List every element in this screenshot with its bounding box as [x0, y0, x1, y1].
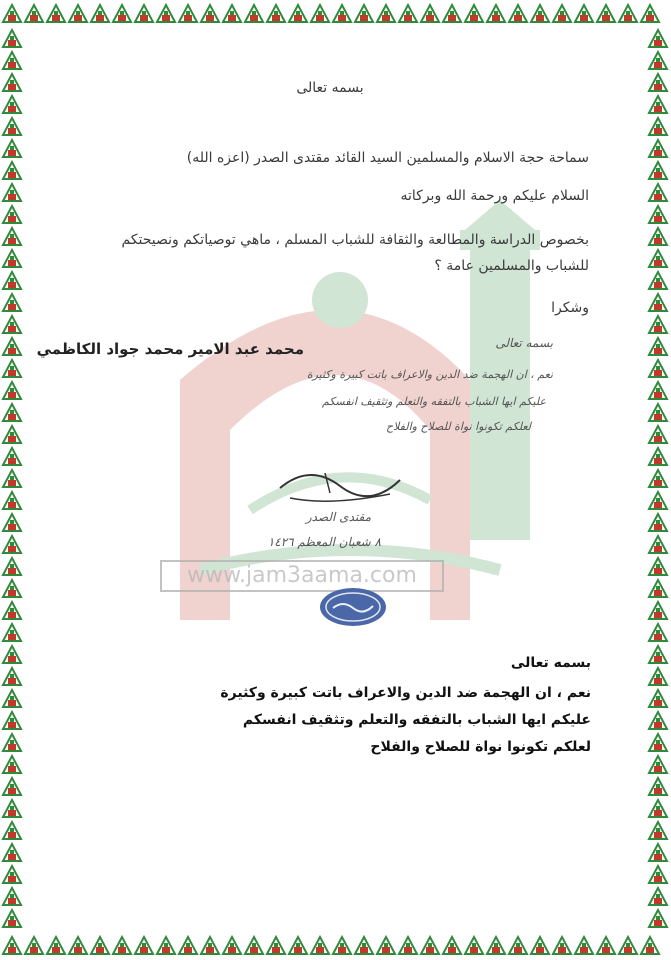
border-ornament-icon — [111, 2, 133, 24]
border-ornament-icon — [647, 291, 669, 313]
border-ornament-icon — [647, 819, 669, 841]
border-ornament-icon — [177, 934, 199, 956]
border-ornament-icon — [1, 247, 23, 269]
border-ornament-icon — [647, 687, 669, 709]
border-ornament-icon — [647, 93, 669, 115]
border-ornament-icon — [243, 2, 265, 24]
reply-line-1: نعم ، ان الهجمة ضد الدين والاعراف باتت كبيرة وكثيرة — [220, 685, 591, 701]
border-ornament-icon — [1, 885, 23, 907]
border-ornament-icon — [647, 379, 669, 401]
border-ornament-icon — [647, 907, 669, 929]
decorative-border-bottom — [0, 932, 671, 960]
border-ornament-icon — [647, 599, 669, 621]
border-ornament-icon — [1, 49, 23, 71]
border-ornament-icon — [639, 2, 661, 24]
border-ornament-icon — [617, 934, 639, 956]
border-ornament-icon — [647, 841, 669, 863]
border-ornament-icon — [647, 137, 669, 159]
border-ornament-icon — [45, 934, 67, 956]
border-ornament-icon — [45, 2, 67, 24]
signature-date: ٨ شعبان المعظم ١٤٢٦ — [267, 535, 381, 549]
border-ornament-icon — [647, 115, 669, 137]
border-ornament-icon — [1, 225, 23, 247]
border-ornament-icon — [647, 247, 669, 269]
border-ornament-icon — [647, 797, 669, 819]
border-ornament-icon — [1, 731, 23, 753]
handwritten-line-3: لعلكم تكونوا نواة للصلاح والفلاح — [385, 420, 531, 433]
border-ornament-icon — [1, 71, 23, 93]
border-ornament-icon — [1, 115, 23, 137]
border-ornament-icon — [647, 445, 669, 467]
border-ornament-icon — [265, 2, 287, 24]
border-ornament-icon — [1, 907, 23, 929]
border-ornament-icon — [647, 27, 669, 49]
border-ornament-icon — [1, 555, 23, 577]
border-ornament-icon — [647, 863, 669, 885]
border-ornament-icon — [647, 775, 669, 797]
border-ornament-icon — [463, 934, 485, 956]
decorative-border-top — [0, 0, 671, 26]
border-ornament-icon — [1, 467, 23, 489]
border-ornament-icon — [23, 934, 45, 956]
border-ornament-icon — [1, 137, 23, 159]
border-ornament-icon — [647, 401, 669, 423]
border-ornament-icon — [1, 533, 23, 555]
decorative-border-right — [646, 26, 671, 932]
border-ornament-icon — [309, 934, 331, 956]
border-ornament-icon — [647, 555, 669, 577]
border-ornament-icon — [1, 797, 23, 819]
border-ornament-icon — [221, 2, 243, 24]
letter-thanks: وشكرا — [551, 300, 589, 316]
border-ornament-icon — [647, 533, 669, 555]
border-ornament-icon — [1, 2, 23, 24]
border-ornament-icon — [133, 2, 155, 24]
border-ornament-icon — [647, 335, 669, 357]
border-ornament-icon — [287, 2, 309, 24]
border-ornament-icon — [647, 665, 669, 687]
border-ornament-icon — [485, 2, 507, 24]
border-ornament-icon — [1, 93, 23, 115]
letter-question-line-1: بخصوص الدراسة والمطالعة والثقافة للشباب المسلم ، ماهي توصياتكم ونصيحتكم — [121, 232, 589, 248]
border-ornament-icon — [647, 885, 669, 907]
border-ornament-icon — [375, 2, 397, 24]
border-ornament-icon — [647, 181, 669, 203]
official-seal-icon — [318, 586, 388, 628]
handwritten-line-2: عليكم ايها الشباب بالتفقه والتعلم وتثقيف انفسكم — [322, 395, 546, 408]
border-ornament-icon — [1, 291, 23, 313]
border-ornament-icon — [155, 934, 177, 956]
handwritten-signature-icon — [270, 458, 420, 508]
border-ornament-icon — [1, 775, 23, 797]
border-ornament-icon — [155, 2, 177, 24]
border-ornament-icon — [1, 709, 23, 731]
border-ornament-icon — [67, 934, 89, 956]
border-ornament-icon — [551, 2, 573, 24]
border-ornament-icon — [1, 27, 23, 49]
reply-line-2: عليكم ايها الشباب بالتفقه والتعلم وتثقيف انفسكم — [242, 712, 591, 728]
border-ornament-icon — [529, 934, 551, 956]
border-ornament-icon — [1, 863, 23, 885]
handwritten-opening: بسمه تعالى — [495, 336, 553, 350]
border-ornament-icon — [1, 335, 23, 357]
border-ornament-icon — [353, 2, 375, 24]
letter-question-line-2: للشباب والمسلمين عامة ؟ — [434, 258, 589, 274]
border-ornament-icon — [647, 269, 669, 291]
border-ornament-icon — [647, 489, 669, 511]
letter-signer-name: محمد عبد الامير محمد جواد الكاظمي — [36, 340, 304, 358]
border-ornament-icon — [67, 2, 89, 24]
letter-addressee: سماحة حجة الاسلام والمسلمين السيد القائد مقتدى الصدر (اعزه الله) — [186, 150, 589, 166]
border-ornament-icon — [647, 643, 669, 665]
border-ornament-icon — [353, 934, 375, 956]
border-ornament-icon — [177, 2, 199, 24]
border-ornament-icon — [529, 2, 551, 24]
border-ornament-icon — [1, 819, 23, 841]
border-ornament-icon — [199, 934, 221, 956]
border-ornament-icon — [647, 49, 669, 71]
border-ornament-icon — [573, 2, 595, 24]
border-ornament-icon — [1, 159, 23, 181]
border-ornament-icon — [647, 159, 669, 181]
border-ornament-icon — [1, 379, 23, 401]
border-ornament-icon — [1, 313, 23, 335]
border-ornament-icon — [441, 934, 463, 956]
handwritten-line-1: نعم ، ان الهجمة ضد الدين والاعراف باتت كبيرة وكثيرة — [306, 368, 553, 381]
border-ornament-icon — [1, 621, 23, 643]
reply-basmala: بسمه تعالى — [510, 655, 591, 671]
border-ornament-icon — [647, 423, 669, 445]
border-ornament-icon — [1, 753, 23, 775]
border-ornament-icon — [617, 2, 639, 24]
border-ornament-icon — [573, 934, 595, 956]
border-ornament-icon — [647, 203, 669, 225]
border-ornament-icon — [23, 2, 45, 24]
letter-greeting: السلام عليكم ورحمة الله وبركاته — [400, 188, 589, 204]
border-ornament-icon — [595, 934, 617, 956]
border-ornament-icon — [199, 2, 221, 24]
border-ornament-icon — [397, 2, 419, 24]
border-ornament-icon — [441, 2, 463, 24]
border-ornament-icon — [1, 269, 23, 291]
border-ornament-icon — [507, 2, 529, 24]
letter-basmala: بسمه تعالى — [296, 80, 364, 96]
border-ornament-icon — [1, 181, 23, 203]
border-ornament-icon — [1, 841, 23, 863]
border-ornament-icon — [647, 621, 669, 643]
border-ornament-icon — [551, 934, 573, 956]
border-ornament-icon — [1, 577, 23, 599]
border-ornament-icon — [1, 665, 23, 687]
border-ornament-icon — [1, 423, 23, 445]
border-ornament-icon — [1, 599, 23, 621]
border-ornament-icon — [647, 511, 669, 533]
border-ornament-icon — [375, 934, 397, 956]
border-ornament-icon — [265, 934, 287, 956]
border-ornament-icon — [647, 357, 669, 379]
border-ornament-icon — [647, 313, 669, 335]
border-ornament-icon — [1, 401, 23, 423]
border-ornament-icon — [309, 2, 331, 24]
border-ornament-icon — [1, 489, 23, 511]
border-ornament-icon — [1, 934, 23, 956]
border-ornament-icon — [647, 731, 669, 753]
watermark-site-text: www.jam3aama.com — [160, 560, 444, 592]
border-ornament-icon — [647, 753, 669, 775]
border-ornament-icon — [89, 934, 111, 956]
border-ornament-icon — [1, 203, 23, 225]
border-ornament-icon — [647, 225, 669, 247]
border-ornament-icon — [463, 2, 485, 24]
border-ornament-icon — [133, 934, 155, 956]
border-ornament-icon — [647, 709, 669, 731]
border-ornament-icon — [647, 467, 669, 489]
border-ornament-icon — [1, 643, 23, 665]
border-ornament-icon — [89, 2, 111, 24]
border-ornament-icon — [647, 71, 669, 93]
border-ornament-icon — [419, 2, 441, 24]
border-ornament-icon — [595, 2, 617, 24]
border-ornament-icon — [397, 934, 419, 956]
border-ornament-icon — [485, 934, 507, 956]
border-ornament-icon — [1, 445, 23, 467]
border-ornament-icon — [419, 934, 441, 956]
border-ornament-icon — [647, 577, 669, 599]
border-ornament-icon — [1, 687, 23, 709]
border-ornament-icon — [331, 934, 353, 956]
border-ornament-icon — [1, 511, 23, 533]
border-ornament-icon — [221, 934, 243, 956]
border-ornament-icon — [287, 934, 309, 956]
border-ornament-icon — [507, 934, 529, 956]
border-ornament-icon — [111, 934, 133, 956]
border-ornament-icon — [243, 934, 265, 956]
reply-line-3: لعلكم تكونوا نواة للصلاح والفلاح — [370, 739, 591, 755]
border-ornament-icon — [1, 357, 23, 379]
border-ornament-icon — [331, 2, 353, 24]
signature-name: مقتدى الصدر — [305, 510, 371, 524]
border-ornament-icon — [639, 934, 661, 956]
decorative-border-left — [0, 26, 24, 932]
